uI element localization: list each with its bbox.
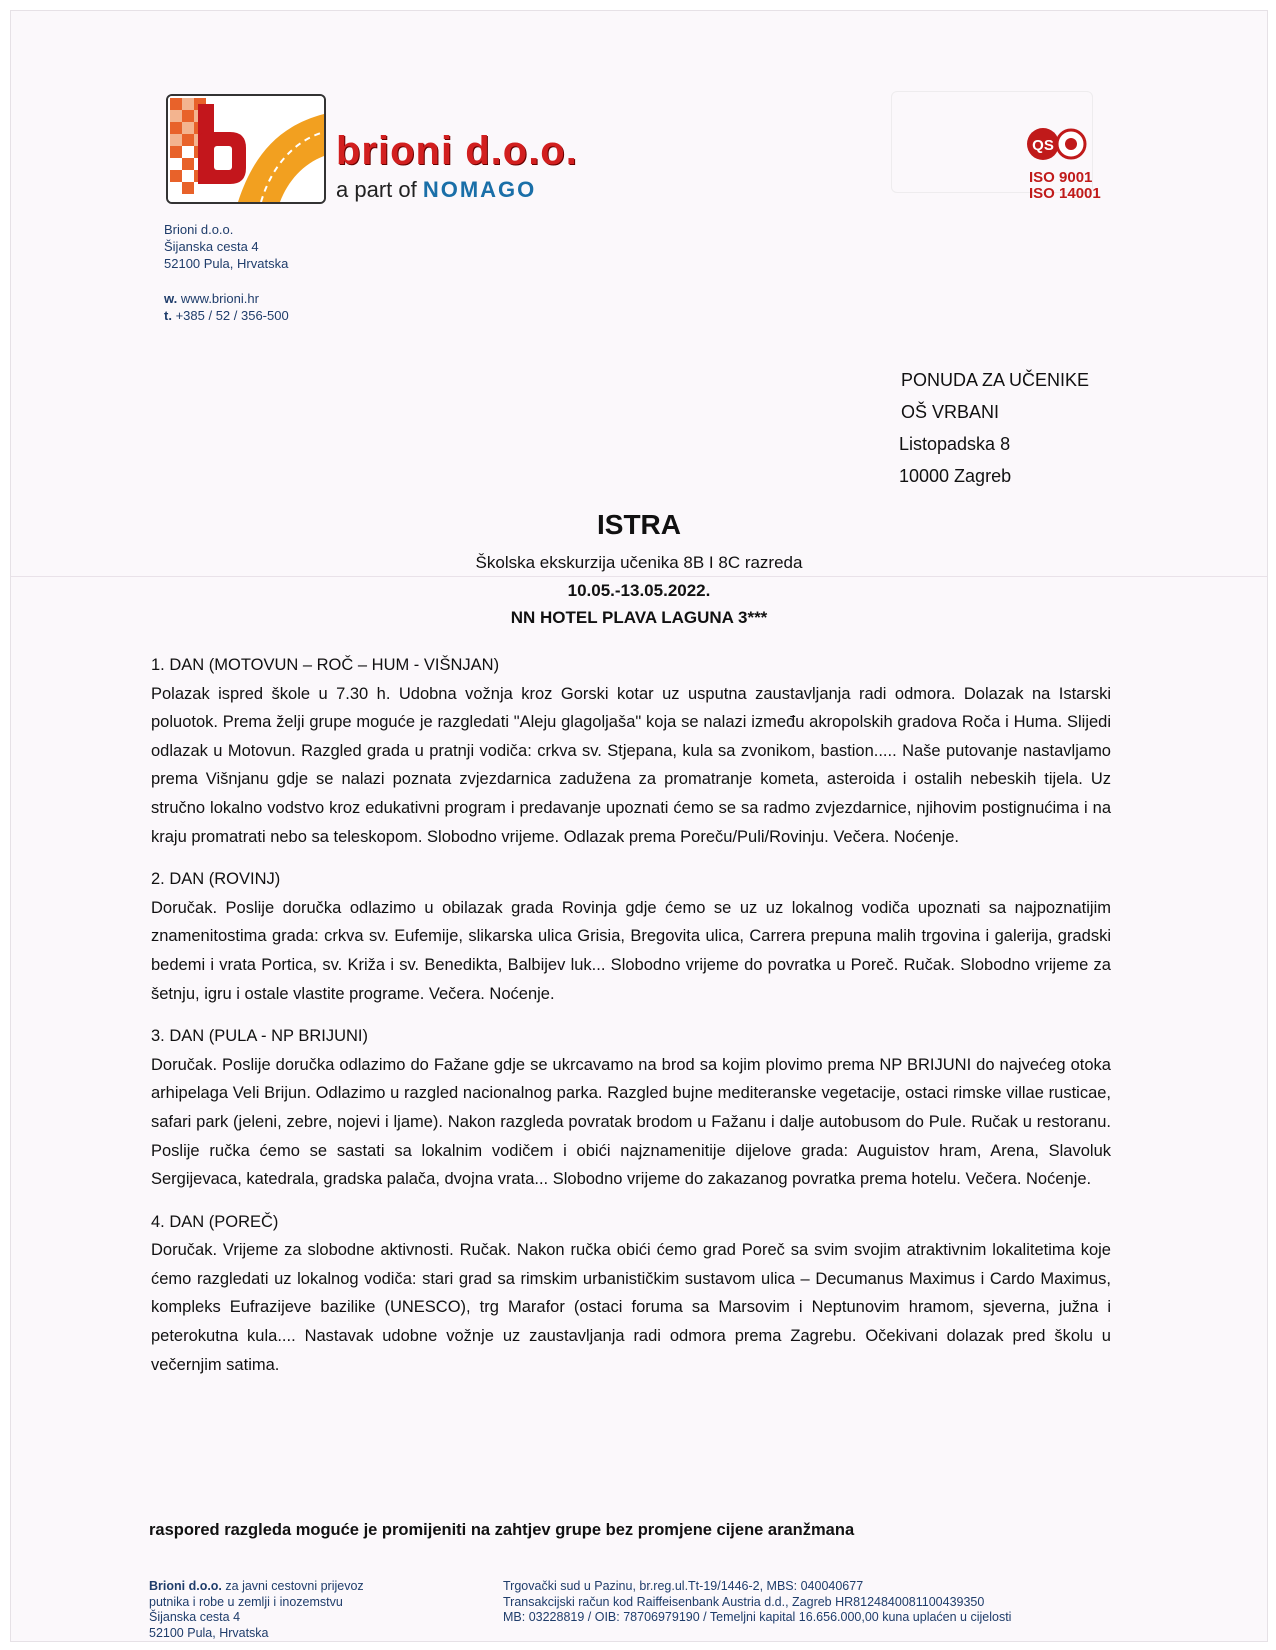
brand-sub-prefix: a part of	[336, 177, 423, 202]
iso-mark: QS	[1032, 137, 1054, 154]
day-text: Polazak ispred škole u 7.30 h. Udobna vožnja kroz Gorski kotar uz usputna zaustavljanja radi odmora. Dolazak na Istarski poluotok. Prema želji grupe moguće je razgledati "Aleju glagoljaša" koja se nalazi između akropolskih gradova Roča i Huma. Slijedi odlazak u Motovun. Razgled grada u pratnji vodiča: crkva sv. Stjepana, kula sa zvonikom, bastion..... Naše putovanje nastavljamo prema Višnjanu gdje se nalazi poznata zvjezdarnica zadužena za promatranje kometa, asteroida i ostalih nebeskih tijela. Uz stručno lokalno vodstvo kroz edukativni program i predavanje upoznati ćemo se sa radmo zvjezdarnice, njihovim postignućima i na kraju promatrati nebo sa teleskopom. Slobodno vrijeme. Odlazak prema Poreču/Puli/Rovinju. Večera. Noćenje.	[151, 684, 1111, 846]
nomago-name: NOMAGO	[422, 177, 537, 202]
iso-line: ISO 9001	[1029, 169, 1093, 186]
logo-graphic	[168, 96, 324, 202]
day-section	[151, 1208, 1111, 1380]
day-section	[151, 1022, 1111, 1194]
brand-name: brioni d.o.o.	[336, 129, 578, 173]
recipient-line: OŠ VRBANI	[901, 402, 1000, 422]
iso-line: ISO 14001	[1029, 185, 1101, 202]
excursion-dates: 10.05.-13.05.2022.	[567, 581, 711, 600]
day-title: 4. DAN (POREČ)	[151, 1212, 279, 1231]
company-address	[164, 221, 288, 272]
company-contact	[164, 290, 289, 324]
footer-text: za javni cestovni prijevoz	[225, 1579, 364, 1593]
footer-line: 52100 Pula, Hrvatska	[149, 1625, 269, 1640]
recipient-line: Listopadska 8	[899, 434, 1011, 454]
day-section	[151, 651, 1111, 851]
footer-line	[149, 1579, 364, 1595]
day-text: Doručak. Vrijeme za slobodne aktivnosti. Ručak. Nakon ručka obići ćemo grad Poreč sa svim svojim atraktivnim lokalitetima koje ćemo razgledati uz lokalnog vodiča: stari grad sa rimskim urbanističkim sustavom ulica – Decumanus Maximus i Cardo Maximus, kompleks Eufrazijeve bazilike (UNESCO), trg Marafor (ostaci foruma sa Marsovim i Neptunovim hramom, sjeverna, južna i peterokutna kula.... Nastavak udobne vožnje uz zaustavljanja radi odmora prema Zagrebu. Očekivani dolazak pred školu u večernjim satima.	[151, 1241, 1111, 1374]
address-line: 52100 Pula, Hrvatska	[164, 256, 289, 271]
document-title: ISTRA	[597, 509, 681, 540]
website-link[interactable]: www.brioni.hr	[180, 291, 259, 306]
day-title: 3. DAN (PULA - NP BRIJUNI)	[151, 1027, 368, 1046]
web-line	[164, 290, 289, 307]
excursion-subtitle: Školska ekskurzija učenika 8B I 8C razreda	[475, 553, 803, 572]
footer-line: Šijanska cesta 4	[149, 1610, 241, 1624]
schedule-note: raspored razgleda moguće je promijeniti na zahtjev grupe bez promjene cijene aranžmana	[149, 1521, 855, 1539]
tel-label: t.	[164, 308, 172, 323]
itinerary	[151, 651, 1111, 1393]
address-line: Brioni d.o.o.	[164, 222, 234, 237]
hotel-name: NN HOTEL PLAVA LAGUNA 3***	[510, 608, 768, 627]
brioni-logo	[166, 94, 326, 204]
iso-standards	[1029, 170, 1101, 202]
footer-line: MB: 03228819 / OIB: 78706979190 / Temeljni kapital 16.656.000,00 kuna uplaćen u cijelosti	[503, 1610, 1012, 1624]
recipient-line: PONUDA ZA UČENIKE	[901, 370, 1090, 390]
footer-line: putnika i robe u zemlji i inozemstvu	[149, 1594, 343, 1609]
day-text: Doručak. Poslije doručka odlazimo do Fažane gdje se ukrcavamo na brod sa kojim plovimo prema NP BRIJUNI do najvećeg otoka arhipelaga Veli Brijun. Odlazimo u razgled nacionalnog parka. Razgled bujne mediteranske vegetacije, ostaci rimske villae rusticae, safari park (jeleni, zebre, nojevi i ljame). Nakon razgleda povratak brodom u Fažanu i dalje autobusom do Pule. Ručak u restoranu. Poslije ručka ćemo se sastati sa lokalnim vodičem i obići najznamenitije dijelove grada: Auguistov hram, Arena, Slavoluk Sergijevaca, katedrala, gradska palača, dvojna vrata... Slobodno vrijeme do zakazanog povratka prema hotelu. Večera. Noćenje.	[151, 1055, 1111, 1189]
phone-line	[164, 307, 289, 324]
footer-line: Trgovački sud u Pazinu, br.reg.ul.Tt-19/1446-2, MBS: 040040677	[503, 1579, 864, 1593]
phone-number: +385 / 52 / 356-500	[175, 308, 289, 323]
address-line: Šijanska cesta 4	[164, 239, 259, 254]
day-title: 1. DAN (MOTOVUN – ROČ – HUM - VIŠNJAN)	[151, 656, 500, 674]
footer-company	[149, 1579, 364, 1641]
brand-subtitle	[336, 177, 536, 203]
day-section	[151, 865, 1111, 1008]
footer-company-name: Brioni d.o.o.	[149, 1579, 222, 1593]
document-page	[10, 10, 1268, 1642]
footer-line: Transakcijski račun kod Raiffeisenbank Austria d.d., Zagreb HR8124840081100439350	[503, 1594, 985, 1609]
footer-legal	[503, 1579, 1011, 1626]
web-label: w.	[164, 291, 178, 306]
recipient-line: 10000 Zagreb	[899, 466, 1012, 486]
day-text: Doručak. Poslije doručka odlazimo u obilazak grada Rovinja gdje ćemo se uz uz lokalnog vodiča upoznati sa najpoznatijim znamenitostima grada: crkva sv. Eufemije, slikarska ulica Grisia, Bregovita ulica, Carrera prepuna malih trgovina i galerija, gradski bedemi i vrata Portica, sv. Križa i sv. Benedikta, Balbijev luk... Slobodno vrijeme do povratka u Poreč. Ručak. Slobodno vrijeme za šetnju, igru i ostale vlastite programe. Večera. Noćenje.	[151, 898, 1111, 1003]
day-title: 2. DAN (ROVINJ)	[151, 870, 281, 889]
fold-line	[11, 576, 1267, 577]
recipient-block	[901, 364, 1089, 492]
